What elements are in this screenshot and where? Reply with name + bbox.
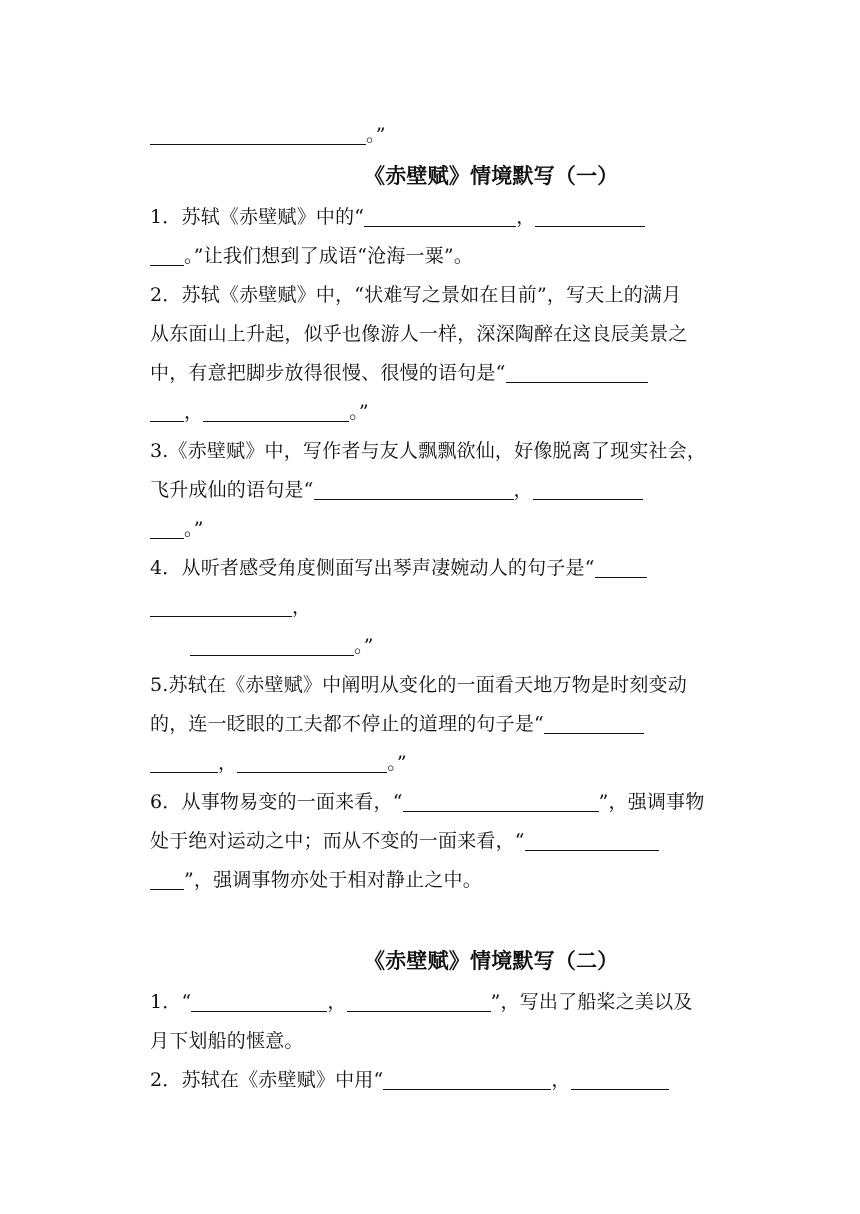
text: ， bbox=[218, 752, 238, 774]
text: ， bbox=[327, 991, 347, 1013]
text-line bbox=[150, 705, 690, 744]
text-line: 2．苏轼《赤壁赋》中，“状难写之景如在目前”，写天上的满月 bbox=[150, 284, 682, 306]
text: 2．苏轼在《赤壁赋》中用“ bbox=[150, 1069, 384, 1091]
text: 4．从听者感受角度侧面写出琴声凄婉动人的句子是“ bbox=[150, 557, 595, 579]
text: ”，写出了船桨之美以及 bbox=[490, 991, 693, 1013]
answer-blank[interactable] bbox=[150, 870, 184, 890]
answer-blank[interactable] bbox=[525, 831, 659, 851]
text-line bbox=[150, 1061, 690, 1100]
text: 1．“ bbox=[150, 991, 192, 1013]
text-line bbox=[150, 861, 690, 900]
text-line bbox=[150, 627, 690, 666]
answer-blank[interactable] bbox=[506, 363, 648, 383]
text: 。” bbox=[366, 124, 386, 146]
text: ， bbox=[513, 479, 533, 501]
text: 1．苏轼《赤壁赋》中的“ bbox=[150, 206, 365, 228]
text: ， bbox=[516, 206, 536, 228]
text-line: 5.苏轼在《赤壁赋》中阐明从变化的一面看天地万物是时刻变动 bbox=[150, 674, 687, 696]
document-body bbox=[150, 116, 707, 1100]
answer-blank[interactable] bbox=[150, 753, 218, 773]
text: ， bbox=[292, 596, 312, 618]
text: 。” bbox=[349, 401, 369, 423]
answer-blank[interactable] bbox=[535, 207, 645, 227]
text-line bbox=[150, 354, 690, 393]
answer-blank[interactable] bbox=[533, 480, 643, 500]
answer-blank[interactable] bbox=[203, 402, 349, 422]
text: 。”让我们想到了成语“沧海一粟”。 bbox=[184, 245, 474, 267]
answer-blank[interactable] bbox=[191, 992, 327, 1012]
text-line bbox=[150, 471, 690, 510]
text-line: 3.《赤壁赋》中，写作者与友人飘飘欲仙，好像脱离了现实社会， bbox=[150, 440, 707, 462]
text-line bbox=[150, 393, 690, 432]
answer-blank[interactable] bbox=[150, 402, 184, 422]
text: ， bbox=[184, 401, 204, 423]
text-line bbox=[150, 549, 690, 588]
answer-blank[interactable] bbox=[150, 597, 292, 617]
text-line bbox=[150, 983, 693, 1022]
text-line bbox=[150, 510, 690, 549]
answer-blank[interactable] bbox=[364, 207, 516, 227]
answer-blank[interactable] bbox=[595, 558, 647, 578]
answer-blank[interactable] bbox=[150, 519, 184, 539]
text-line bbox=[150, 822, 690, 861]
answer-blank[interactable] bbox=[190, 636, 354, 656]
answer-blank[interactable] bbox=[237, 753, 387, 773]
text: 6．从事物易变的一面来看，“ bbox=[150, 791, 403, 813]
text-line bbox=[150, 237, 690, 276]
answer-blank[interactable] bbox=[314, 480, 514, 500]
text: 中，有意把脚步放得很慢、很慢的语句是“ bbox=[150, 362, 506, 384]
text: ， bbox=[551, 1069, 571, 1091]
text-line bbox=[150, 783, 705, 822]
section-title: 《赤壁赋》情境默写（二） bbox=[364, 949, 619, 973]
text: 。” bbox=[184, 518, 204, 540]
text: 飞升成仙的语句是“ bbox=[150, 479, 314, 501]
section-title: 《赤壁赋》情境默写（一） bbox=[364, 164, 619, 188]
answer-blank[interactable] bbox=[403, 792, 599, 812]
text: 处于绝对运动之中；而从不变的一面来看，“ bbox=[150, 830, 525, 852]
text-line: 月下划船的惬意。 bbox=[150, 1030, 304, 1052]
answer-blank[interactable] bbox=[544, 714, 644, 734]
text: 。” bbox=[387, 752, 407, 774]
answer-blank[interactable] bbox=[383, 1070, 551, 1090]
text-line bbox=[150, 116, 690, 155]
text-line bbox=[150, 588, 690, 627]
text: ”，强调事物亦处于相对静止之中。 bbox=[184, 869, 482, 891]
answer-blank[interactable] bbox=[150, 125, 366, 145]
text: 的，连一眨眼的工夫都不停止的道理的句子是“ bbox=[150, 713, 544, 735]
text-line: 从东面山上升起，似乎也像游人一样，深深陶醉在这良辰美景之 bbox=[150, 323, 688, 345]
text: ”，强调事物 bbox=[598, 791, 705, 813]
text-line bbox=[150, 198, 690, 237]
answer-blank[interactable] bbox=[347, 992, 491, 1012]
text-line bbox=[150, 744, 690, 783]
answer-blank[interactable] bbox=[150, 246, 184, 266]
text: 。” bbox=[354, 635, 374, 657]
answer-blank[interactable] bbox=[571, 1070, 669, 1090]
